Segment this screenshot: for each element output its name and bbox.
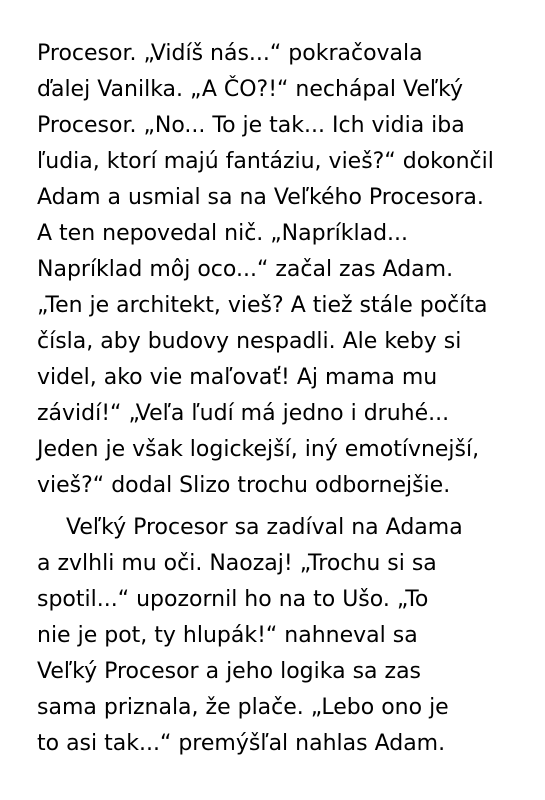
text-line: videl, ako vie maľovať! Aj mama mu [37,365,438,390]
text-line: nie je pot, ty hlupák!“ nahneval sa [37,623,418,648]
text-line: Adam a usmial sa na Veľkého Procesora. [37,185,484,210]
paragraph-first-line: Veľký Procesor sa zadíval na Adama [66,515,463,540]
text-line: čísla, aby budovy nespadli. Ale keby si [37,329,462,354]
text-line: spotil...“ upozornil ho na to Ušo. „To [37,587,429,612]
text-line: vieš?“ dodal Slizo trochu odbornejšie. [37,473,451,498]
text-line: „Ten je architekt, vieš? A tiež stále počíta [37,293,488,318]
text-line: Procesor. „No... To je tak... Ich vidia iba [37,113,465,138]
text-line: Procesor. „Vidíš nás...“ pokračovala [37,41,423,66]
text-line: Veľký Procesor a jeho logika sa zas [37,659,422,684]
text-line: závidí!“ „Veľa ľudí má jedno i druhé... [37,401,450,426]
text-line: to asi tak...“ premýšľal nahlas Adam. [37,731,446,756]
text-line: ľudia, ktorí majú fantáziu, vieš?“ dokončil [37,149,494,174]
text-line: A ten nepovedal nič. „Napríklad... [37,221,409,246]
text-line: sama priznala, že plače. „Lebo ono je [37,695,449,720]
text-line: Jeden je však logickejší, iný emotívnejší, [37,437,480,462]
text-line: Napríklad môj oco...“ začal zas Adam. [37,257,454,282]
text-line: ďalej Vanilka. „A ČO?!“ nechápal Veľký [37,77,464,102]
text-line: a zvlhli mu oči. Naozaj! „Trochu si sa [37,551,437,576]
